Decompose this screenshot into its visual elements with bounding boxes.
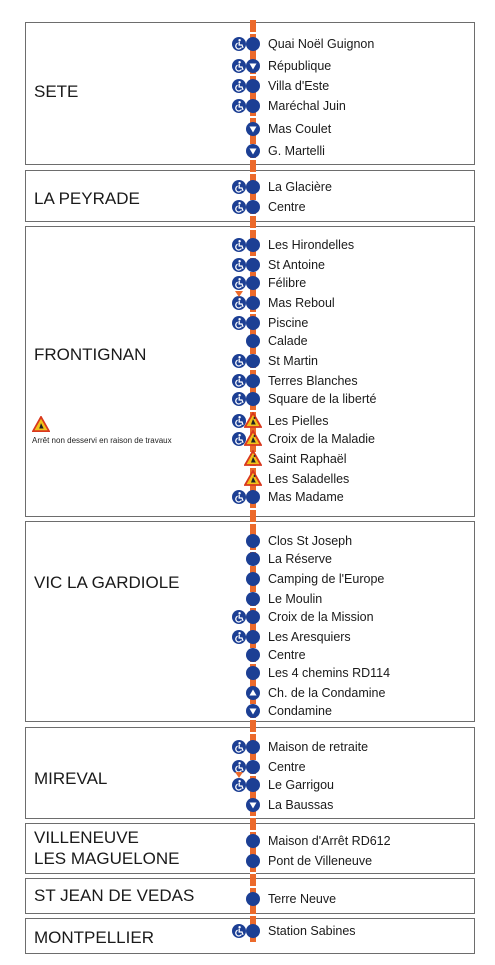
direction-arrow-icon [235,772,243,778]
stop-row [0,664,495,682]
stop-name: Croix de la Maladie [268,432,375,446]
stop-dot-icon [246,374,260,388]
wheelchair-icon [232,200,246,214]
stop-name: Station Sabines [268,924,356,938]
stop-dot-icon [246,552,260,566]
stop-name: Maréchal Juin [268,99,346,113]
stop-dot-icon [246,37,260,51]
stop-row [0,198,495,216]
stop-row [0,35,495,53]
stop-row [0,372,495,390]
roadworks-warning-icon [244,450,262,466]
stop-name: Clos St Joseph [268,534,353,548]
stop-dot-icon [246,892,260,906]
stop-dot-icon [246,316,260,330]
stop-name: Villa d'Este [268,79,330,93]
wheelchair-icon [232,630,246,644]
stop-name: Centre [268,760,306,774]
stop-name: Condamine [268,704,332,718]
stop-row [0,608,495,626]
stop-row [0,314,495,332]
city-name-line-1: VILLENEUVE [34,828,139,847]
stop-dot-icon [246,834,260,848]
stop-row [0,332,495,350]
stop-name: La Glacière [268,180,332,194]
stop-dot-icon [246,296,260,310]
stop-name: G. Martelli [268,144,325,158]
stop-dot-icon [246,648,260,662]
wheelchair-icon [232,610,246,624]
stop-name: St Martin [268,354,319,368]
down-arrow-stop-icon [246,798,260,812]
stop-row [0,178,495,196]
stop-row [0,702,495,720]
wheelchair-icon [232,924,246,938]
stop-dot-icon [246,392,260,406]
stop-name: Square de la liberté [268,392,377,406]
stop-row [0,590,495,608]
stop-row [0,532,495,550]
stop-row [0,274,495,292]
stop-dot-icon [246,778,260,792]
stop-row [0,922,495,940]
down-arrow-stop-icon [246,144,260,158]
wheelchair-icon [232,99,246,113]
works-note-text: Arrêt non desservi en raison de travaux [32,436,172,445]
stop-dot-icon [246,180,260,194]
down-arrow-stop-icon [246,59,260,73]
wheelchair-icon [232,374,246,388]
stop-row [0,646,495,664]
stop-name: Félibre [268,276,307,290]
stop-dot-icon [246,276,260,290]
wheelchair-icon [232,258,246,272]
stop-name: Ch. de la Condamine [268,686,386,700]
stop-row [0,352,495,370]
stop-dot-icon [246,354,260,368]
stop-name: Centre [268,200,306,214]
wheelchair-icon [232,59,246,73]
wheelchair-icon [232,180,246,194]
stop-dot-icon [246,610,260,624]
stop-dot-icon [246,572,260,586]
stop-dot-icon [246,630,260,644]
stop-name: Maison de retraite [268,740,369,754]
city-name: MIREVAL [34,769,108,788]
stop-dot-icon [246,238,260,252]
stop-name: Pont de Villeneuve [268,854,373,868]
stop-row [0,294,495,312]
stop-name: Le Garrigou [268,778,335,792]
stop-row [0,142,495,160]
wheelchair-icon [232,276,246,290]
stop-row [0,738,495,756]
stop-row [0,57,495,75]
stop-row [0,488,495,506]
stop-dot-icon [246,334,260,348]
roadworks-warning-icon [244,412,262,428]
stop-dot-icon [246,534,260,548]
stop-row [0,570,495,588]
stop-name: Le Moulin [268,592,323,606]
stop-row [0,236,495,254]
stop-row [0,470,495,488]
stop-name: Saint Raphaël [268,452,347,466]
stop-row [0,684,495,702]
stop-name: Les Saladelles [268,472,350,486]
stop-name: St Antoine [268,258,325,272]
stop-name: Mas Reboul [268,296,335,310]
roadworks-warning-icon [244,470,262,486]
stop-row [0,890,495,908]
down-arrow-stop-icon [246,122,260,136]
wheelchair-icon [232,740,246,754]
stop-dot-icon [246,760,260,774]
stop-name: Maison d'Arrêt RD612 [268,834,391,848]
city-name: LA PEYRADE [34,189,140,208]
wheelchair-icon [232,37,246,51]
wheelchair-icon [232,490,246,504]
stop-name: Mas Coulet [268,122,332,136]
stop-name: Les Hirondelles [268,238,355,252]
wheelchair-icon [232,316,246,330]
stop-dot-icon [246,99,260,113]
stop-name: Terres Blanches [268,374,358,388]
stop-dot-icon [246,924,260,938]
stop-row [0,412,495,430]
stop-name: Les Aresquiers [268,630,351,644]
stop-name: Croix de la Mission [268,610,374,624]
stop-row [0,796,495,814]
stop-name: Piscine [268,316,309,330]
stop-dot-icon [246,740,260,754]
stop-name: Terre Neuve [268,892,337,906]
stop-row [0,758,495,776]
up-arrow-stop-icon [246,686,260,700]
stop-name: La Baussas [268,798,334,812]
stop-name: Mas Madame [268,490,344,504]
wheelchair-icon [232,778,246,792]
stop-name: La Réserve [268,552,332,566]
stop-row [0,390,495,408]
city-name: ST JEAN DE VEDAS [34,886,195,905]
city-name: SETE [34,82,79,101]
stop-dot-icon [246,200,260,214]
stop-dot-icon [246,666,260,680]
city-name: MONTPELLIER [34,928,154,947]
stop-row [0,120,495,138]
stop-row [0,256,495,274]
stop-row [0,776,495,794]
city-name: VIC LA GARDIOLE [34,573,180,592]
wheelchair-icon [232,238,246,252]
stop-dot-icon [246,854,260,868]
stop-name: Les 4 chemins RD114 [268,666,391,680]
stop-row [0,628,495,646]
stop-dot-icon [246,592,260,606]
stop-row [0,97,495,115]
roadworks-warning-icon [244,430,262,446]
direction-arrow-icon [235,291,243,297]
stop-row [0,77,495,95]
stop-dot-icon [246,79,260,93]
city-name-line-2: LES MAGUELONE [34,849,180,868]
stop-name: Camping de l'Europe [268,572,385,586]
stop-row [0,450,495,468]
stop-name: Centre [268,648,306,662]
stop-row [0,832,495,850]
stop-name: République [268,59,332,73]
down-arrow-stop-icon [246,704,260,718]
stop-name: Les Pielles [268,414,329,428]
wheelchair-icon [232,392,246,406]
stop-row [0,852,495,870]
wheelchair-icon [232,354,246,368]
stop-dot-icon [246,490,260,504]
stop-dot-icon [246,258,260,272]
stop-row [0,550,495,568]
stop-row [0,430,495,448]
stop-name: Quai Noël Guignon [268,37,375,51]
stop-name: Calade [268,334,308,348]
wheelchair-icon [232,79,246,93]
city-name: FRONTIGNAN [34,345,147,364]
wheelchair-icon [232,296,246,310]
